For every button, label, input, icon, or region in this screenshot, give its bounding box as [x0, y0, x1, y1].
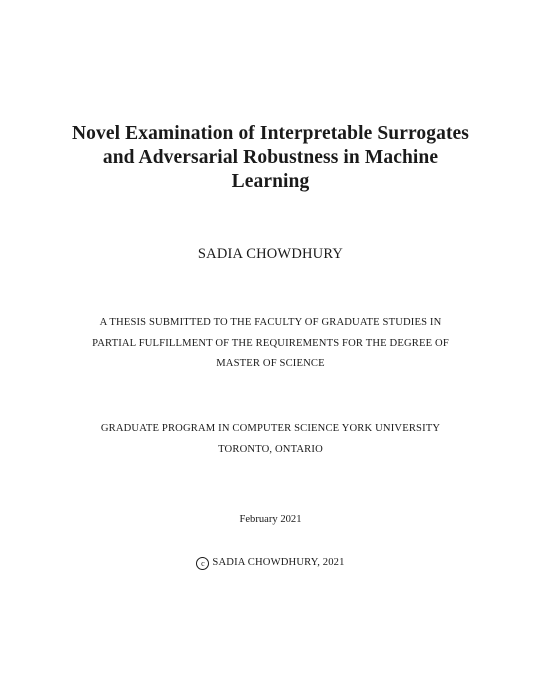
copyright-notice: [40, 557, 501, 570]
submission-line-1: A THESIS SUBMITTED TO THE FACULTY OF GRADUATE STUDIES IN: [99, 317, 442, 328]
title-line-2: and Adversarial Robustness in Machine: [102, 147, 439, 168]
program-line-1: GRADUATE PROGRAM IN COMPUTER SCIENCE YORK UNIVERSITY: [100, 423, 441, 434]
title-line-3: Learning: [231, 171, 310, 192]
submission-line-2: PARTIAL FULFILLMENT OF THE REQUIREMENTS FOR THE DEGREE OF: [92, 337, 449, 349]
thesis-title: [40, 122, 501, 194]
title-line-1: Novel Examination of Interpretable Surrogates: [71, 123, 469, 144]
program-line-2: TORONTO, ONTARIO: [218, 443, 323, 455]
program-affiliation: [40, 419, 501, 460]
submission-date: February 2021: [239, 514, 302, 525]
copyright-text: SADIA CHOWDHURY, 2021: [212, 557, 345, 568]
submission-statement: [40, 313, 501, 375]
copyright-icon: c: [196, 557, 209, 570]
submission-line-3: MASTER OF SCIENCE: [216, 358, 325, 369]
author-name: SADIA CHOWDHURY: [197, 246, 344, 262]
